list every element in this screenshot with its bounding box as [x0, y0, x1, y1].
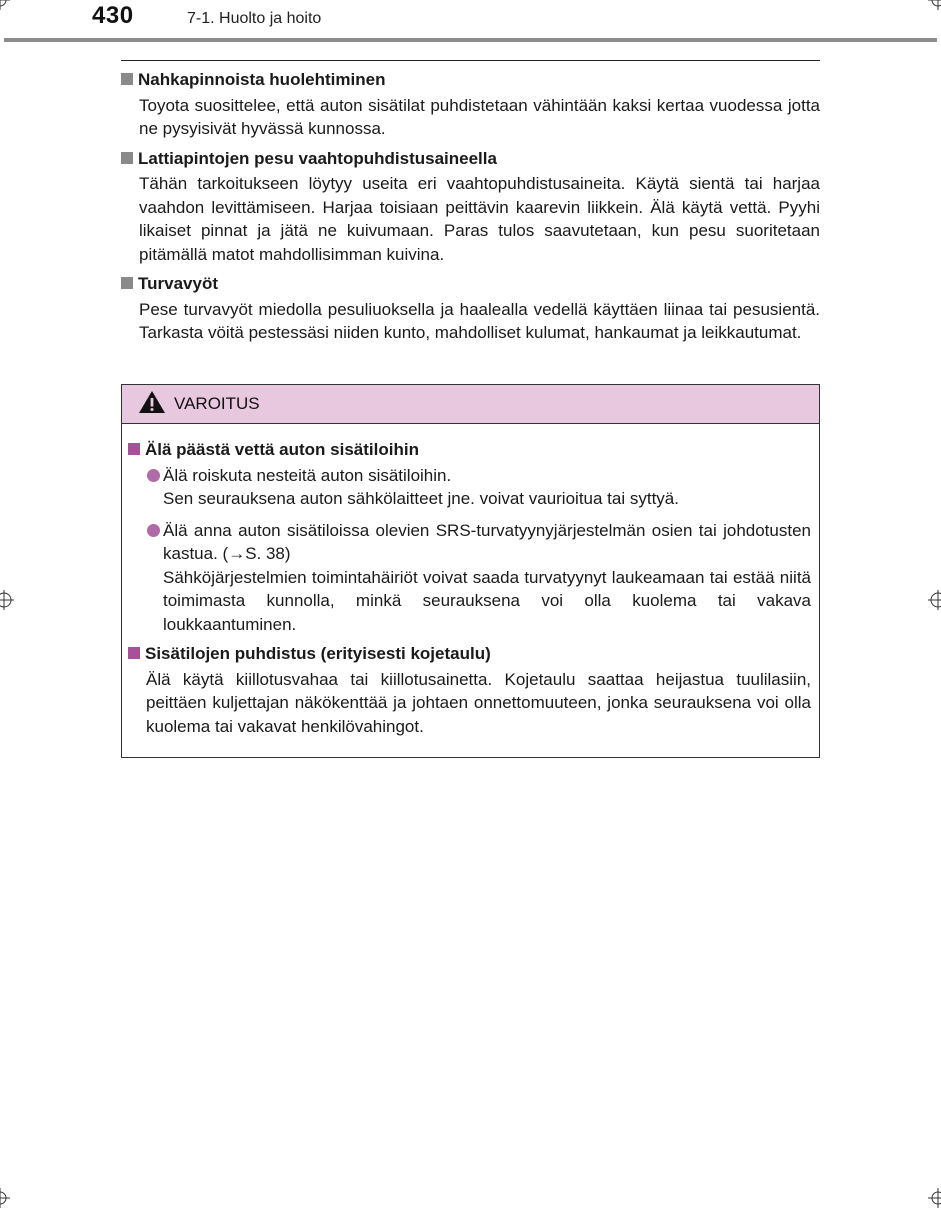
warning-bullet	[147, 519, 811, 637]
bullet-line: Sen seurauksena auton sähkölaitteet jne. voivat vaurioitua tai syttyä.	[163, 489, 679, 508]
square-bullet-icon	[128, 647, 140, 659]
warning-body	[122, 424, 819, 738]
warning-item-heading	[128, 642, 811, 666]
warning-paragraph: Älä käytä kiillotusvahaa tai kiillotusainetta. Kojetaulu saattaa heijastua tuulilasiin, peittäen kuljettajan näkökenttää ja johtaen onnettomuuteen, jonka seurauksena voi olla kuolema tai vakavat henkilövahingot.	[146, 669, 811, 736]
section-title: Nahkapinnoista huolehtiminen	[138, 70, 386, 89]
chapter-title: 7-1. Huolto ja hoito	[187, 10, 322, 27]
warning-triangle-icon	[138, 390, 166, 419]
warning-box	[121, 384, 820, 758]
warning-item-title: Sisätilojen puhdistus (erityisesti kojetaulu)	[145, 644, 491, 663]
registration-mark-mid-left	[0, 590, 14, 610]
bullet-line: Sähköjärjestelmien toimintahäiriöt voivat saada turvatyynyt laukeamaan tai estää niitä toimimasta kunnolla, minkä seurauksena voi olla kuolema tai vakava loukkaantuminen.	[163, 567, 811, 634]
registration-mark-mid-right	[928, 590, 941, 610]
main-content	[121, 68, 820, 351]
section-title: Turvavyöt	[138, 274, 218, 293]
square-bullet-icon	[128, 443, 140, 455]
square-bullet-icon	[121, 73, 133, 85]
section-paragraph: Pese turvavyöt miedolla pesuliuoksella ja haalealla vedellä käyttäen liinaa tai pesusientä. Tarkasta vöitä pestessäsi niiden kunto, mahdolliset kulumat, hankaumat ja leikkautumat.	[139, 299, 820, 342]
header-divider	[4, 38, 937, 42]
registration-mark-top-left	[0, 0, 10, 10]
warning-item-title: Älä päästä vettä auton sisätiloihin	[145, 440, 419, 459]
registration-mark-top-right	[928, 0, 941, 10]
page-number: 430	[92, 2, 134, 29]
section-title: Lattiapintojen pesu vaahtopuhdistusaineella	[138, 148, 497, 168]
square-bullet-icon	[121, 277, 133, 289]
section-seatbelts	[121, 272, 820, 345]
section-heading	[121, 272, 820, 296]
section-leather-care	[121, 68, 820, 141]
warning-bullet	[147, 464, 811, 511]
registration-mark-bottom-right	[928, 1188, 941, 1208]
warning-item-heading	[128, 438, 811, 462]
section-paragraph: Toyota suosittelee, että auton sisätilat puhdistetaan vähintään kaksi kertaa vuodessa jotta ne pysyisivät hyvässä kunnossa.	[139, 95, 820, 138]
content-divider	[121, 60, 820, 61]
registration-mark-bottom-left	[0, 1188, 10, 1208]
warning-label: VAROITUS	[174, 394, 260, 413]
section-floor-cleaning	[121, 147, 820, 267]
circle-bullet-icon	[147, 469, 160, 482]
bullet-line: Älä roiskuta nesteitä auton sisätiloihin.	[163, 465, 452, 485]
bullet-line: Älä anna auton sisätiloissa olevien SRS-turvatyynyjärjestelmän osien tai johdotusten kastua. (→S. 38)	[163, 520, 811, 563]
square-bullet-icon	[121, 152, 133, 164]
section-heading	[121, 68, 820, 92]
section-paragraph: Tähän tarkoitukseen löytyy useita eri vaahtopuhdistusaineita. Käytä sientä tai harjaa vaahdon levittämiseen. Harjaa toisiaan peittävin kaarevin liikkein. Älä käytä vettä. Pyyhi likaiset pinnat ja jätä ne kuivumaan. Paras tulos saavutetaan, kun pesu suoritetaan pitämällä matot mahdollisimman kuivina.	[139, 174, 820, 264]
section-heading	[121, 147, 820, 171]
warning-header	[122, 385, 819, 424]
circle-bullet-icon	[147, 524, 160, 537]
